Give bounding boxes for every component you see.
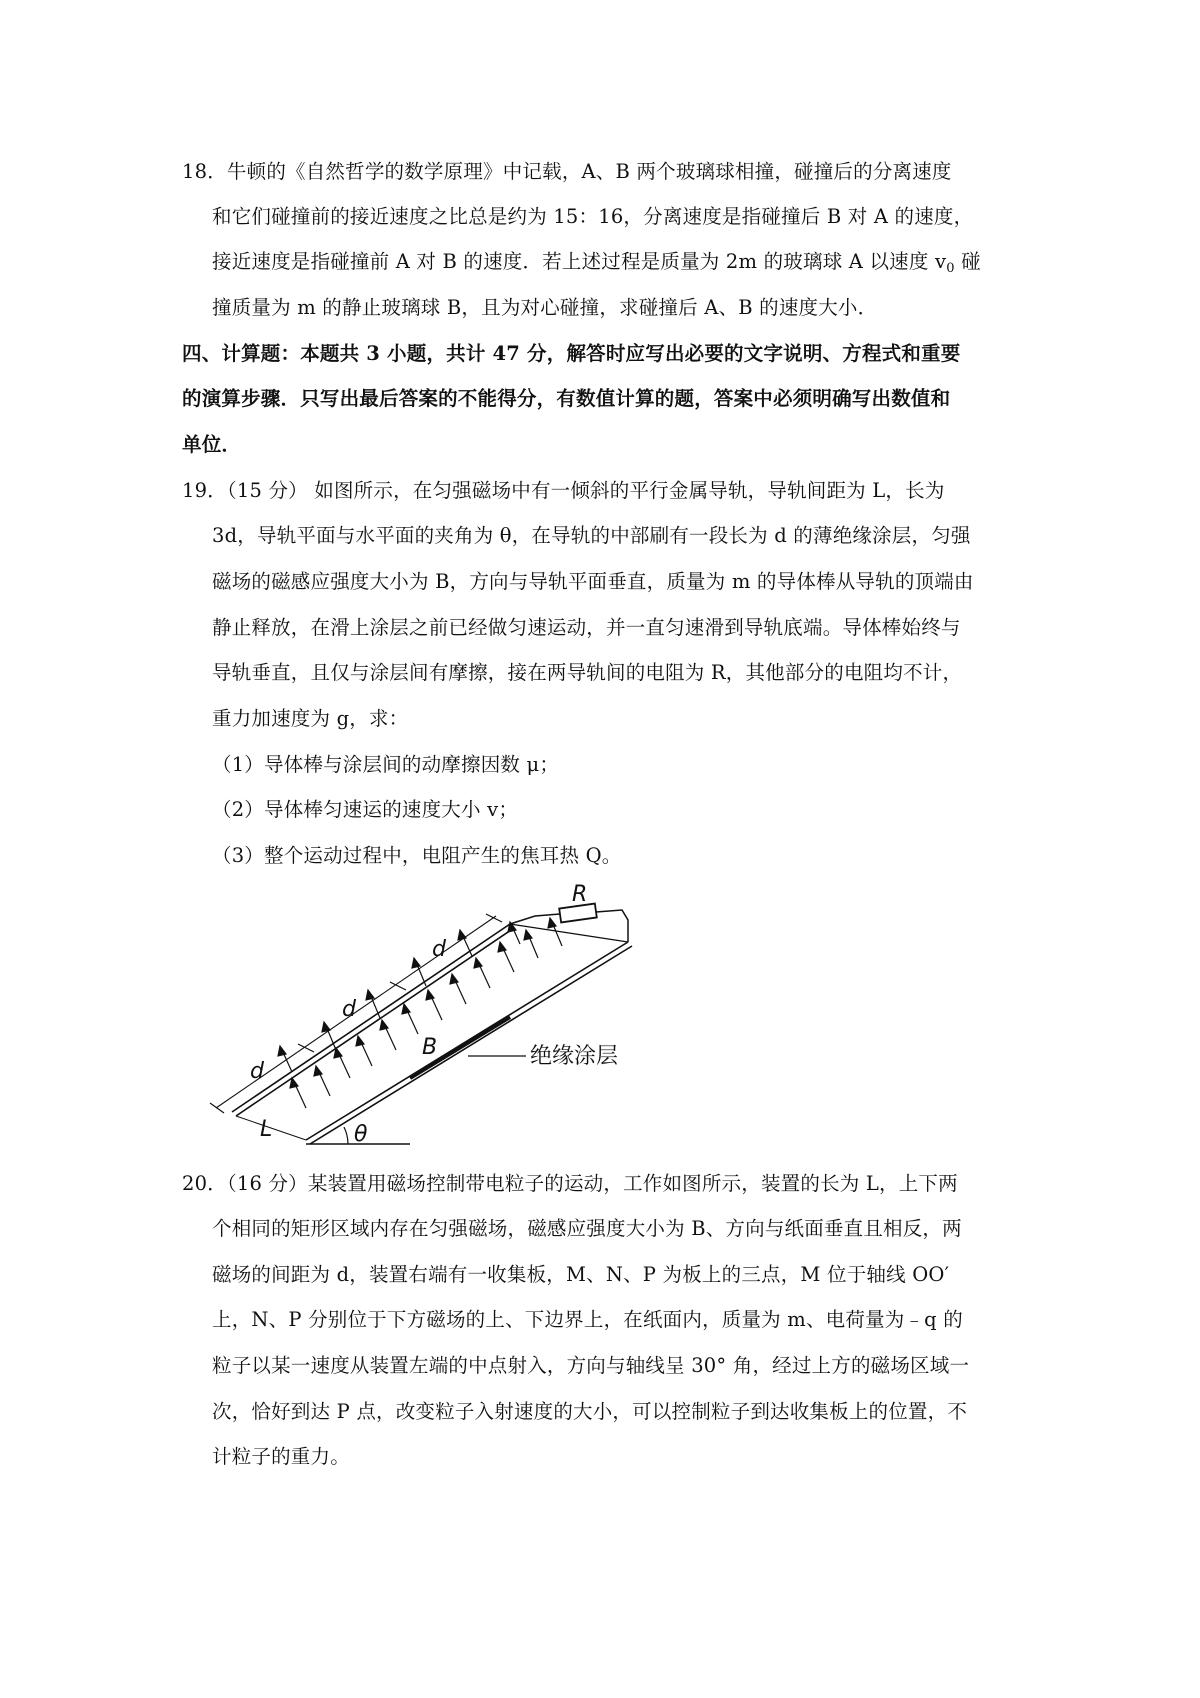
q20-line-3: 磁场的间距为 d，装置右端有一收集板，M、N、P 为板上的三点，M 位于轴线 OO′ <box>212 1263 950 1286</box>
q19-part-2: （2）导体棒匀速运的速度大小 v； <box>212 798 519 821</box>
rails-diagram <box>210 882 690 1150</box>
upper-rail-a <box>232 924 510 1112</box>
q20-line-1: 20．（16 分）某装置用磁场控制带电粒子的运动，工作如图所示，装置的长为 L，上下两 <box>182 1172 958 1195</box>
q19-line-2: 3d，导轨平面与水平面的夹角为 θ，在导轨的中部刷有一段长为 d 的薄绝缘涂层，匀强 <box>212 524 971 547</box>
d-label-upper: d <box>432 937 446 962</box>
top-wire-right <box>596 910 628 942</box>
q18-line-1: 18．牛顿的《自然哲学的数学原理》中记载，A、B 两个玻璃球相撞，碰撞后的分离速度 <box>182 160 952 183</box>
q18-line-2: 和它们碰撞前的接近速度之比总是约为 15：16，分离速度是指碰撞后 B 对 A 的速度， <box>212 205 974 228</box>
field-arrows <box>278 918 562 1108</box>
b-field-label: B <box>422 1035 438 1060</box>
d-label-lower: d <box>250 1059 264 1084</box>
q20-line-7: 计粒子的重力。 <box>212 1445 350 1468</box>
q18-line-3 <box>212 248 981 276</box>
coating-label: 绝缘涂层 <box>530 1044 619 1069</box>
dim-tick-2 <box>298 1044 314 1052</box>
q20-line-6: 次，恰好到达 P 点，改变粒子入射速度的大小，可以控制粒子到达收集板上的位置，不 <box>212 1400 968 1423</box>
angle-arc <box>344 1127 348 1144</box>
q19-line-5: 导轨垂直，且仅与涂层间有摩擦，接在两导轨间的电阻为 R，其他部分的电阻均不计， <box>212 661 963 684</box>
q18-line-3-tail: 碰 <box>954 250 981 273</box>
q19-line-1: 19．（15 分） 如图所示，在匀强磁场中有一倾斜的平行金属导轨，导轨间距为 L，长为 <box>182 479 945 502</box>
v0-subscript: 0 <box>946 261 955 276</box>
d-label-middle: d <box>342 997 356 1022</box>
q18-line-3-text: 接近速度是指碰撞前 A 对 B 的速度．若上述过程是质量为 2m 的玻璃球 A 以速度 v <box>212 250 947 273</box>
section4-line-2: 的演算步骤．只写出最后答案的不能得分，有数值计算的题，答案中必须明确写出数值和 <box>182 387 951 410</box>
q20-line-4: 上，N、P 分别位于下方磁场的上、下边界上，在纸面内，质量为 m、电荷量为﹣q 的 <box>212 1308 963 1331</box>
section4-line-1: 四、计算题：本题共 3 小题，共计 47 分，解答时应写出必要的文字说明、方程式和重要 <box>182 342 961 365</box>
inclined-rails-figure <box>210 882 690 1150</box>
q19-part-1: （1）导体棒与涂层间的动摩擦因数 μ； <box>212 753 560 776</box>
q19-line-6: 重力加速度为 g，求： <box>212 707 409 730</box>
r-label: R <box>572 882 588 907</box>
q18-line-4: 撞质量为 m 的静止玻璃球 B，且为对心碰撞，求碰撞后 A、B 的速度大小． <box>212 296 878 319</box>
q19-line-4: 静止释放，在滑上涂层之前已经做匀速运动，并一直匀速滑到导轨底端。导体棒始终与 <box>212 616 961 639</box>
q20-line-5: 粒子以某一速度从装置左端的中点射入，方向与轴线呈 30° 角，经过上方的磁场区域一 <box>212 1354 970 1377</box>
upper-rail-b <box>236 928 514 1116</box>
section4-line-3: 单位． <box>182 433 242 456</box>
q19-part-3: （3）整个运动过程中，电阻产生的焦耳热 Q。 <box>212 844 622 867</box>
l-label: L <box>260 1117 273 1142</box>
q20-line-2: 个相同的矩形区域内存在匀强磁场，磁感应强度大小为 B、方向与纸面垂直且相反，两 <box>212 1217 962 1240</box>
q19-line-3: 磁场的磁感应强度大小为 B，方向与导轨平面垂直，质量为 m 的导体棒从导轨的顶端由 <box>212 570 974 593</box>
theta-label: θ <box>354 1122 368 1147</box>
